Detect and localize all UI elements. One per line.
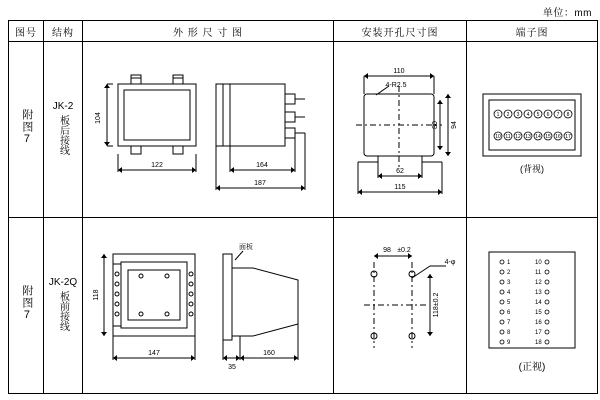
svg-text:6: 6: [507, 310, 511, 316]
outline-drawing-2: [83, 218, 333, 393]
dim-cutout-tol-2: ±0.2: [397, 247, 411, 254]
dim-width-front-2: 147: [148, 350, 160, 357]
cell-cutout-2: [334, 218, 467, 394]
outline-drawing-1: [83, 42, 333, 217]
cutout-drawing-2: [334, 218, 466, 393]
dim-cutout-top-width-1: 110: [393, 68, 405, 75]
structure-model-2: JK-2Q: [48, 277, 78, 288]
dim-cutout-inner-w-1: 62: [396, 168, 404, 175]
structure-label-1: [44, 100, 82, 159]
dim-cutout-hole-1: 4-R2.5: [385, 82, 407, 89]
cell-fig-no-2: [9, 218, 44, 394]
fig-no-label-2: [9, 285, 43, 327]
structure-label-2: [44, 276, 82, 335]
cell-outline-2: [83, 218, 334, 394]
svg-text:13: 13: [535, 290, 542, 296]
cell-cutout-1: [334, 42, 467, 218]
cell-structure-2: [44, 218, 83, 394]
svg-text:10: 10: [535, 260, 542, 266]
dim-height-front-1: 104: [95, 112, 102, 124]
svg-text:1: 1: [507, 260, 511, 266]
panel-note-2: 面板: [239, 244, 253, 251]
dim-cutout-top-width-2: 98: [383, 247, 391, 254]
structure-mount-text-2: 板前接线: [57, 291, 69, 331]
cell-terminal-1: [467, 42, 598, 218]
fig-no-text-2: 附图7: [20, 284, 33, 322]
svg-text:6: 6: [546, 112, 550, 118]
svg-text:12: 12: [535, 280, 542, 286]
svg-text:17: 17: [535, 330, 542, 336]
svg-text:5: 5: [536, 112, 540, 118]
svg-text:14: 14: [535, 300, 542, 306]
svg-text:12: 12: [515, 134, 521, 140]
table-row: [9, 218, 598, 394]
svg-text:4: 4: [507, 290, 511, 296]
svg-text:17: 17: [565, 134, 571, 140]
header-structure: 结构: [44, 21, 83, 42]
unit-note: 单位：mm: [542, 8, 592, 19]
dim-cutout-side-2: 118±0.2: [433, 292, 440, 318]
terminal-view-label-2: (正视): [518, 362, 546, 373]
cell-outline-1: [83, 42, 334, 218]
svg-text:3: 3: [507, 280, 511, 286]
dim-cutout-inner-h-1: 80: [432, 121, 439, 129]
svg-text:13: 13: [525, 134, 531, 140]
svg-text:7: 7: [556, 112, 560, 118]
dim-flange-2: 35: [228, 364, 236, 371]
fig-no-text-1: 附图7: [20, 108, 33, 146]
svg-text:11: 11: [505, 134, 511, 140]
dim-cutout-outer-w-1: 115: [394, 184, 406, 191]
svg-text:9: 9: [507, 340, 511, 346]
terminal-drawing-1: [467, 42, 597, 217]
cutout-drawing-1: [334, 42, 466, 217]
svg-text:8: 8: [507, 330, 511, 336]
structure-mount-text-1: 板后接线: [57, 115, 69, 155]
structure-mount-1: [44, 115, 82, 159]
svg-text:4: 4: [526, 112, 530, 118]
structure-mount-2: [44, 291, 82, 335]
svg-text:18: 18: [535, 340, 542, 346]
header-outline: 外 形 尺 寸 图: [83, 21, 334, 42]
fig-no-label-1: [9, 109, 43, 151]
svg-text:14: 14: [535, 134, 541, 140]
cell-structure-1: [44, 42, 83, 218]
svg-text:5: 5: [507, 300, 511, 306]
svg-text:11: 11: [535, 270, 542, 276]
dim-depth-side-1: 164: [256, 162, 268, 169]
svg-text:16: 16: [535, 320, 542, 326]
svg-text:3: 3: [516, 112, 520, 118]
svg-text:8: 8: [566, 112, 570, 118]
cell-fig-no-1: [9, 42, 44, 218]
svg-text:7: 7: [507, 320, 511, 326]
header-fig-no: 图号: [9, 21, 44, 42]
dim-cutout-hole-2: 4-φ: [444, 259, 456, 266]
structure-model-1: JK-2: [52, 101, 74, 112]
svg-text:15: 15: [545, 134, 551, 140]
dimension-table: [8, 20, 598, 394]
dim-total-depth-1: 187: [254, 180, 266, 187]
svg-text:15: 15: [535, 310, 542, 316]
table-row: [9, 42, 598, 218]
cell-terminal-2: [467, 218, 598, 394]
svg-text:2: 2: [507, 270, 511, 276]
terminal-drawing-2: [467, 218, 597, 393]
svg-text:10: 10: [495, 134, 501, 140]
svg-text:1: 1: [496, 112, 500, 118]
header-terminal: 端子图: [467, 21, 598, 42]
table-header-row: [9, 21, 598, 42]
svg-text:2: 2: [506, 112, 510, 118]
dim-width-front-1: 122: [151, 162, 163, 169]
dim-depth-side-2: 160: [263, 350, 275, 357]
header-cutout: 安装开孔尺寸图: [334, 21, 467, 42]
dim-cutout-outer-h-1: 94: [451, 121, 458, 129]
dim-height-front-2: 118: [93, 289, 100, 301]
terminal-view-label-1: (背视): [520, 164, 544, 174]
svg-text:16: 16: [555, 134, 561, 140]
